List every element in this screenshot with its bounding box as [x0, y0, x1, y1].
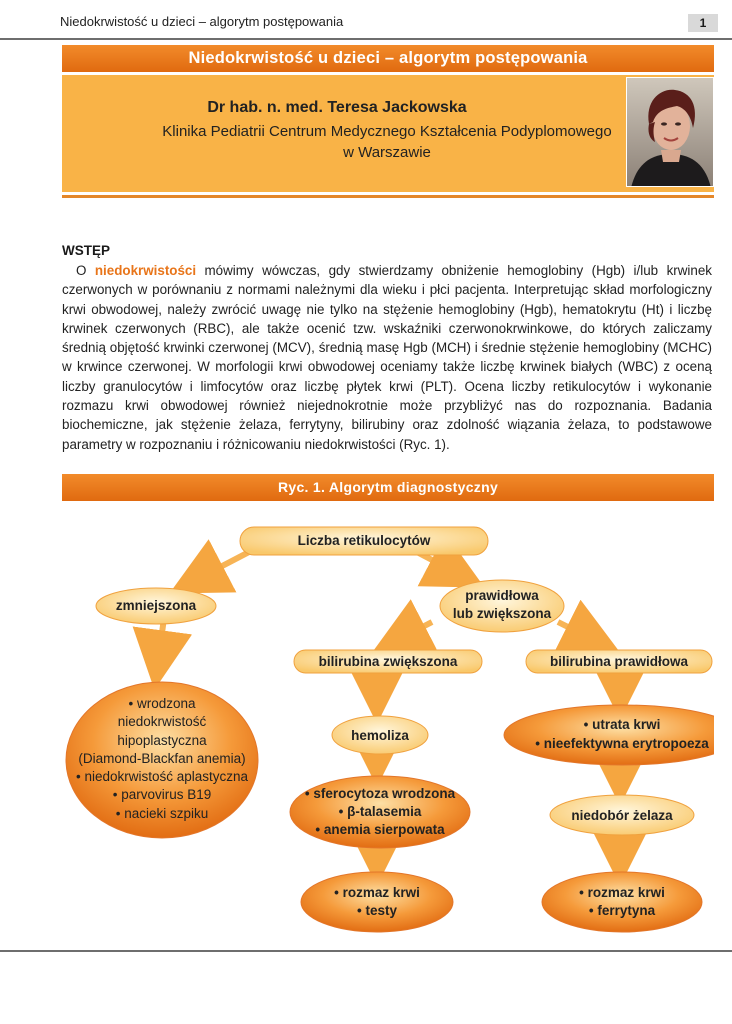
footer-rule [0, 950, 732, 952]
spherocytosis-line-2: • β-talasemia [338, 804, 422, 819]
intro-paragraph [62, 261, 712, 454]
node-normal-line-1: prawidłowa [465, 588, 539, 603]
tests-a-line-2: • testy [357, 903, 397, 918]
node-reduced: zmniejszona [115, 598, 197, 613]
spherocytosis-line-1: • sferocytoza wrodzona [304, 786, 456, 801]
spherocytosis-line-3: • anemia sierpowata [315, 822, 445, 837]
header-rule [0, 38, 732, 40]
node-root: Liczba retikulocytów [297, 533, 431, 548]
congenital-line-7: • nacieki szpiku [115, 805, 209, 821]
intro-keyword: niedokrwistości [94, 263, 197, 278]
tests-b-line-2: • ferrytyna [588, 903, 656, 918]
node-congenital [66, 695, 258, 823]
algorithm-diagram [62, 510, 714, 940]
running-title: Niedokrwistość u dzieci – algorytm postępowania [60, 14, 344, 29]
congenital-line-5: • niedokrwistość aplastyczna [75, 769, 249, 785]
author-photo [626, 77, 714, 187]
node-normal-line-2: lub zwiększona [452, 606, 552, 621]
page-number: 1 [688, 14, 718, 32]
node-bili-normal: bilirubina prawidłowa [549, 654, 688, 669]
affiliation-line-1: Klinika Pediatrii Centrum Medycznego Kształcenia Podyplomowego [162, 123, 612, 140]
congenital-line-4: (Diamond-Blackfan anemia) [78, 750, 246, 766]
tests-a-line-1: • rozmaz krwi [334, 885, 420, 900]
author-box-rule [62, 195, 714, 198]
section-heading: WSTĘP [62, 243, 111, 258]
congenital-line-2: niedokrwistość [117, 714, 207, 730]
affiliation-line-2: w Warszawie [343, 144, 431, 161]
node-tests-b [542, 884, 702, 920]
tests-b-line-1: • rozmaz krwi [579, 885, 665, 900]
node-bili-high: bilirubina zwiększona [318, 654, 458, 669]
node-tests-a [301, 884, 453, 920]
congenital-line-6: • parvovirus B19 [112, 787, 212, 803]
congenital-line-3: hipoplastyczna [117, 732, 207, 748]
author-box [62, 75, 714, 192]
node-blood-loss [504, 715, 732, 753]
congenital-line-1: • wrodzona [128, 696, 196, 711]
node-normal [440, 587, 564, 623]
author-affiliation [152, 121, 622, 163]
author-name: Dr hab. n. med. Teresa Jackowska [207, 99, 467, 116]
blood-loss-line-1: • utrata krwi [583, 717, 661, 732]
node-hemolysis: hemoliza [351, 728, 409, 743]
article-title: Niedokrwistość u dzieci – algorytm postępowania [62, 45, 714, 72]
figure-caption: Ryc. 1. Algorytm diagnostyczny [62, 474, 714, 501]
node-iron: niedobór żelaza [571, 808, 673, 823]
node-spherocytosis [290, 785, 470, 839]
blood-loss-line-2: • nieefektywna erytropoeza [535, 736, 709, 751]
intro-text: mówimy wówczas, gdy stwierdzamy obniżenie hemoglobiny (Hgb) i/lub krwinek czerwonych w porównaniu z normami należnymi dla wieku i płci pacjenta. Interpretując skład morfologiczny krwi obwodowej, należy zwrócić uwagę nie tylko na stężenie hemoglobiny (Hgb), hematokrytu (Ht) i liczbę krwinek czerwonych (RBC), ale także ocenić tzw. wskaźniki czerwonokrwinkowe, do których zaliczamy średnią objętość krwinki czerwonej (MCV), średnią masę Hgb (MCH) i średnie stężenie hemoglobiny (MCHC) w krwince czerwonej. W morfologii krwi obwodowej oceniamy także liczbę krwinek białych (WBC) z oceną liczby granulocytów i limfocytów oraz liczbę płytek krwi (PLT). Ocena liczby retikulocytów i wykonanie rozmazu krwi obwodowej również niejednokrotnie może przybliżyć nas do rozpoznania. Badania biochemiczne, jak stężenie żelaza, ferrytyny, bilirubiny oraz zdolność wiązania żelaza, to podstawowe parametry w rozpoznaniu i różnicowaniu niedokrwistości (Ryc. 1). [62, 263, 712, 452]
intro-lead: O [76, 263, 87, 278]
